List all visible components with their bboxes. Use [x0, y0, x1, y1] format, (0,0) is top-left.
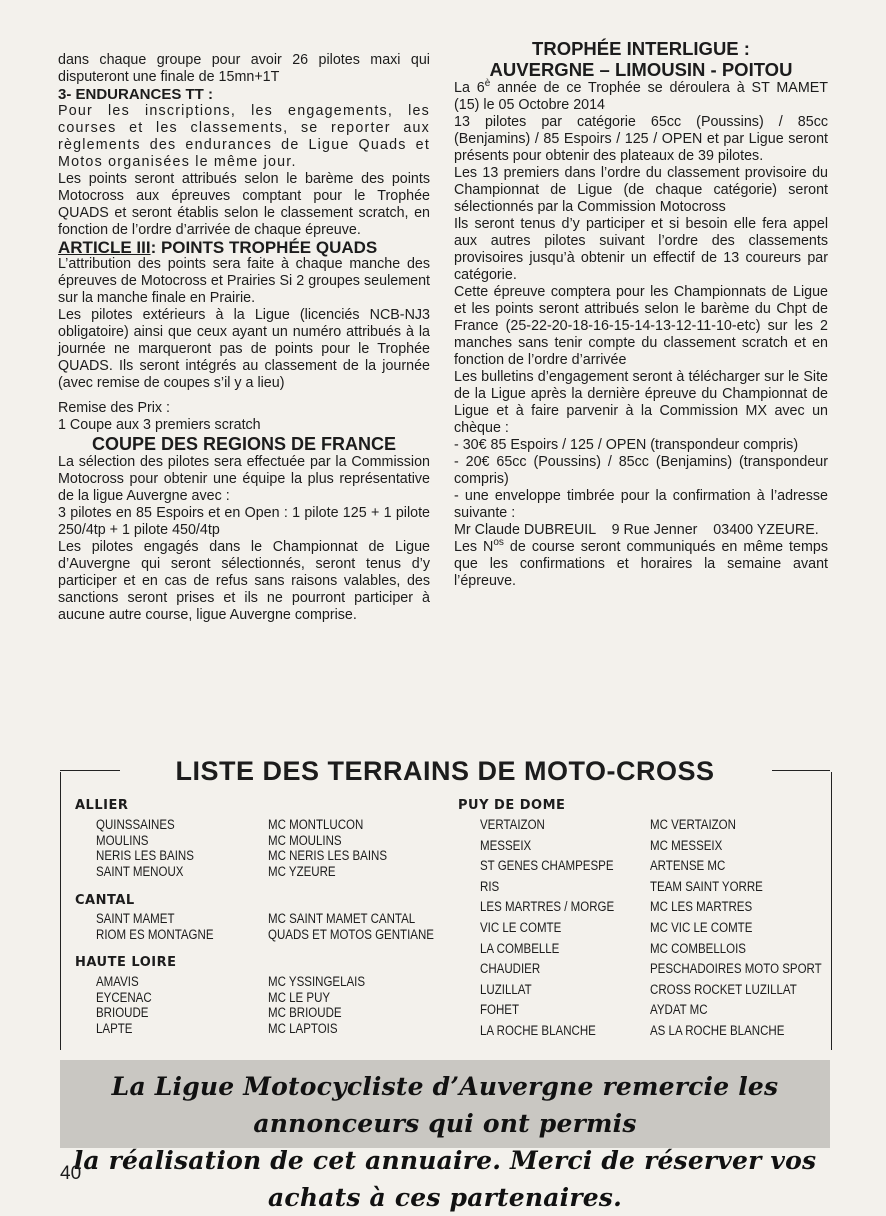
- place-item: QUINSSAINES: [96, 817, 175, 832]
- intro-text: dans chaque groupe pour avoir 26 pilotes maxi qui disputeront une finale de 15mn+1T: [58, 52, 430, 85]
- prix-line-1: Remise des Prix :: [58, 400, 171, 416]
- endurances-heading: 3- ENDURANCES TT :: [58, 86, 214, 103]
- club-item: MC COMBELLOIS: [650, 940, 746, 956]
- club-item: MC MESSEIX: [650, 837, 723, 853]
- place-item: LA COMBELLE: [480, 940, 560, 956]
- place-item: SAINT MAMET: [96, 911, 175, 926]
- trophy-paragraph-5: Cette épreuve comptera pour les Championnats de Ligue et les points seront attribués selon le barème du Chpt de France (25-22-20-18-16-15-14-13-12-11-10-etc) sur les 2 manches sans tenir compte du classement scratch et en fonction de l’ordre d’arrivée: [454, 284, 828, 368]
- fee-line-2: - 20€ 65cc (Poussins) / 85cc (Benjamins) (transpondeur compris): [454, 454, 828, 487]
- puy-de-dome-clubs: [650, 815, 822, 1042]
- haute-loire-places: [96, 974, 152, 1036]
- club-item: MC VERTAIZON: [650, 817, 736, 832]
- endurances-paragraph-2: Les points seront attribués selon le barème des points Motocross aux épreuves comptant pour le Trophée QUADS et seront établis selon le classement scratch, en fonction de l’ordre d’arrivée de chaque épreuve.: [58, 171, 430, 238]
- prix-line-2: 1 Coupe aux 3 premiers scratch: [58, 417, 261, 433]
- club-item: PESCHADOIRES MOTO SPORT: [650, 961, 822, 977]
- place-item: LUZILLAT: [480, 981, 532, 997]
- place-item: RIOM ES MONTAGNE: [96, 926, 214, 942]
- trophy-paragraph-last: Les $N^{os}$ de course seront communiqués en même temps que les confirmations et horaires la semaine avant l’épreuve.: [454, 537, 828, 589]
- trophy-paragraph-4: Ils seront tenus d’y participer et si besoin elle fera appel aux autres pilotes suivant l’ordre des classements provisoires jusqu’à obtenir un effectif de 13 coureurs par catégorie.: [454, 216, 828, 283]
- puy-de-dome-places: [480, 815, 614, 1042]
- article-title: : POINTS TROPHÉE QUADS: [150, 238, 378, 257]
- endurances-paragraph-1: Pour les inscriptions, les engagements, les courses et les classements, se reporter aux règlements des endurances de Ligue Quads et Motos organisées le même jour.: [58, 103, 430, 170]
- coupe-heading: COUPE DES REGIONS DE FRANCE: [91, 434, 397, 454]
- article-paragraph-1: L’attribution des points sera faite à chaque manche des épreuves de Motocross et Prairies Si 2 groupes seulement sur la manche finale en Prairie.: [58, 256, 430, 306]
- club-item: MC LE PUY: [268, 989, 331, 1005]
- allier-places: [96, 817, 194, 879]
- club-item: ARTENSE MC: [650, 858, 726, 874]
- club-item: MC LAPTOIS: [268, 1020, 338, 1036]
- trophy-paragraph-2: 13 pilotes par catégorie 65cc (Poussins) / 85cc (Benjamins) / 85 Espoirs / 125 / OPEN et par Ligue seront présents pour obtenir des plateaux de 39 pilotes.: [454, 114, 828, 164]
- trophy-paragraph-1: La $6^è$ année de ce Trophée se déroulera à ST MAMET (15) le 05 Octobre 2014: [454, 78, 829, 113]
- region-allier: ALLIER: [75, 798, 129, 813]
- region-puy-de-dome: PUY DE DOME: [458, 798, 566, 813]
- terrains-title: LISTE DES TERRAINS DE MOTO-CROSS: [175, 756, 715, 786]
- place-item: BRIOUDE: [96, 1005, 149, 1020]
- coupe-paragraph-1: La sélection des pilotes sera effectuée par la Commission Motocross pour obtenir une équipe la plus représentative de la ligue Auvergne avec :: [58, 454, 430, 504]
- coupe-paragraph-3: Les pilotes engagés dans le Championnat de Ligue d’Auvergne qui seront sélectionnés, seront tenus d’y participer et en cas de refus sans raisons valables, des sanctions seront prises et ils ne pourront participer à aucune autre course, ligue Auvergne comprise.: [58, 539, 430, 623]
- envelope-line: - une enveloppe timbrée pour la confirmation à l’adresse suivante :: [454, 488, 828, 521]
- cantal-places: [96, 911, 214, 942]
- article-label: ARTICLE III: [58, 238, 151, 257]
- thanks-line-1: La Ligue Motocycliste d’Auvergne remercie les annonceurs qui ont permis: [111, 1072, 779, 1138]
- club-item: CROSS ROCKET LUZILLAT: [650, 981, 797, 997]
- region-haute-loire: HAUTE LOIRE: [75, 955, 177, 970]
- place-item: ST GENES CHAMPESPE: [480, 858, 614, 874]
- place-item: CHAUDIER: [480, 961, 541, 977]
- thanks-line-2: la réalisation de cet annuaire. Merci de réserver vos achats à ces partenaires.: [73, 1146, 817, 1212]
- left-column: [58, 52, 430, 624]
- title-rule-right: [772, 770, 830, 771]
- place-item: FOHET: [480, 1002, 520, 1018]
- place-item: EYCENAC: [96, 989, 152, 1005]
- page-number: 40: [60, 1163, 82, 1184]
- place-item: LA ROCHE BLANCHE: [480, 1022, 596, 1038]
- club-item: AYDAT MC: [650, 1002, 708, 1018]
- club-item: MC NERIS LES BAINS: [268, 848, 388, 863]
- haute-loire-clubs: [268, 974, 365, 1036]
- trophy-paragraph-6: Les bulletins d’engagement seront à télécharger sur le Site de la Ligue après la dernière épreuve du Championnat de Ligue et à faire parvenir à la Commission MX avec un chèque :: [454, 369, 828, 436]
- coupe-paragraph-2: 3 pilotes en 85 Espoirs et en Open : 1 pilote 125 + 1 pilote 250/4tp + 1 pilote 450/4tp: [58, 505, 430, 538]
- cantal-clubs: [268, 911, 434, 942]
- right-column: [454, 38, 828, 590]
- trophy-heading-line-2: AUVERGNE – LIMOUSIN - POITOU: [489, 59, 793, 80]
- article-heading: [58, 239, 430, 256]
- club-item: MC YZEURE: [268, 863, 336, 879]
- place-item: LES MARTRES / MORGE: [480, 899, 615, 915]
- place-item: VIC LE COMTE: [480, 919, 562, 935]
- club-item: TEAM SAINT YORRE: [650, 878, 763, 894]
- region-cantal: CANTAL: [75, 893, 135, 908]
- club-item: MC MOULINS: [268, 832, 342, 848]
- club-item: MC YSSINGELAIS: [268, 974, 366, 989]
- club-item: MC VIC LE COMTE: [650, 919, 753, 935]
- club-item: MC BRIOUDE: [268, 1005, 342, 1020]
- article-paragraph-2: Les pilotes extérieurs à la Ligue (licenciés NCB-NJ3 obligatoire) ainsi que ceux ayant un numéro attribués à la journée ne marqueront pas de points pour le Trophée QUADS. Ils seront intégrés au classement de la journée (avec remise de coupes s’il y a lieu): [58, 307, 430, 391]
- trophy-paragraph-3: Les 13 premiers dans l’ordre du classement provisoire du Championnat de Ligue (de chaque catégorie) seront sélectionnés par la Commission Motocross: [454, 165, 828, 215]
- trophy-heading-line-1: TROPHÉE INTERLIGUE :: [532, 38, 750, 59]
- club-item: AS LA ROCHE BLANCHE: [650, 1022, 785, 1038]
- place-item: LAPTE: [96, 1020, 133, 1036]
- place-item: MOULINS: [96, 832, 149, 848]
- address-line: Mr Claude DUBREUIL 9 Rue Jenner 03400 YZEURE.: [454, 522, 819, 538]
- place-item: AMAVIS: [96, 974, 139, 989]
- allier-clubs: [268, 817, 387, 879]
- place-item: NERIS LES BAINS: [96, 848, 194, 863]
- thanks-text: [60, 1068, 830, 1216]
- place-item: SAINT MENOUX: [96, 863, 184, 879]
- place-item: RIS: [480, 878, 500, 894]
- club-item: MC SAINT MAMET CANTAL: [268, 911, 416, 926]
- fee-line-1: - 30€ 85 Espoirs / 125 / OPEN (transpondeur compris): [454, 437, 799, 453]
- place-item: VERTAIZON: [480, 817, 545, 832]
- club-item: MC MONTLUCON: [268, 817, 364, 832]
- club-item: QUADS ET MOTOS GENTIANE: [268, 926, 434, 942]
- club-item: MC LES MARTRES: [650, 899, 753, 915]
- place-item: MESSEIX: [480, 837, 532, 853]
